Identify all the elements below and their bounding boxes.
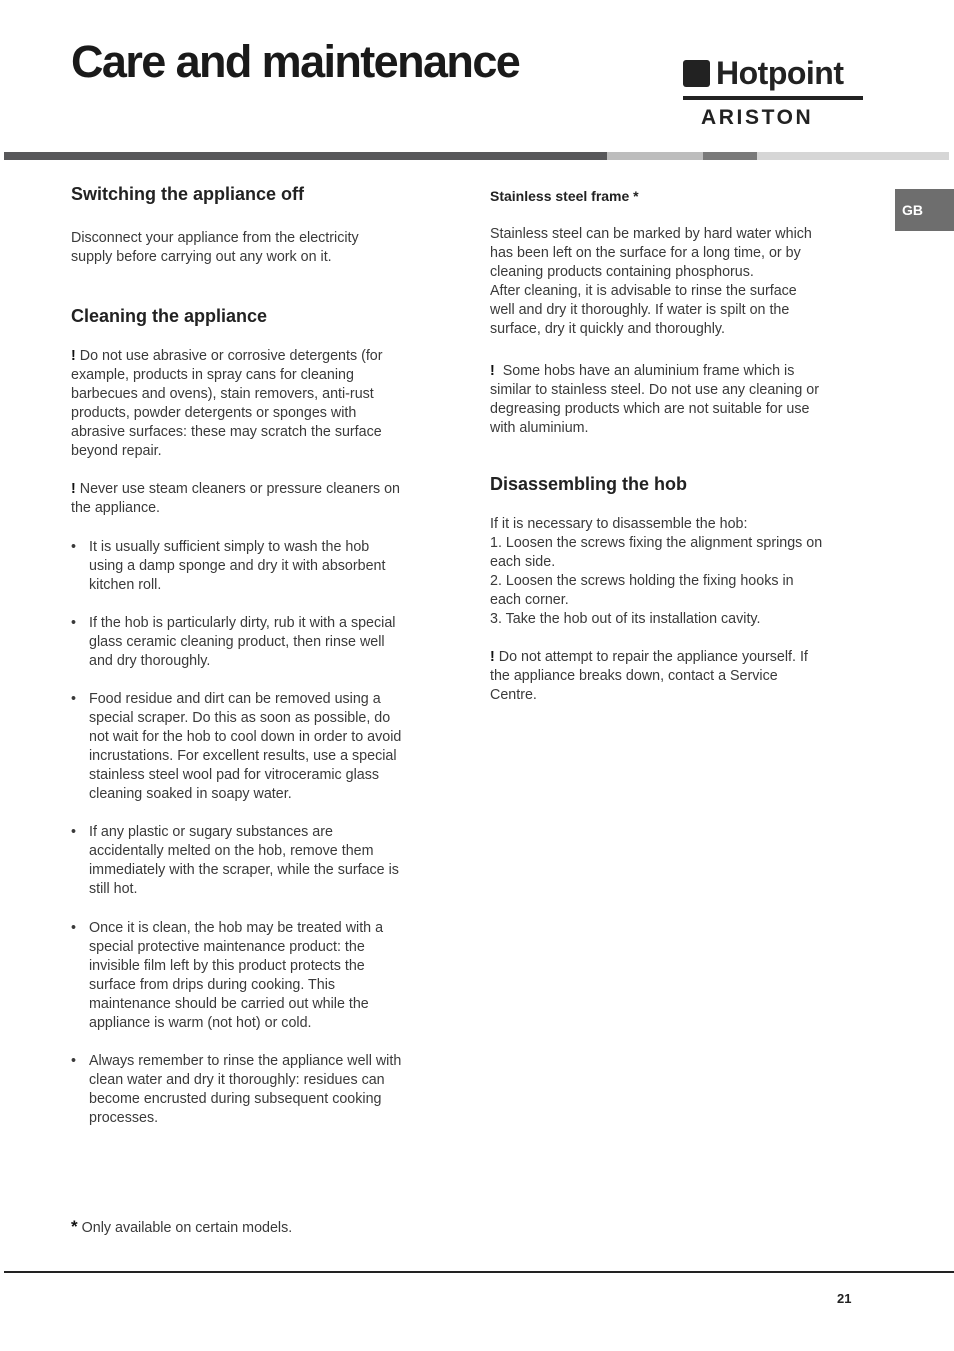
text-line: not wait for the hob to cool down in order to avoid bbox=[89, 729, 402, 745]
warning-abrasive-detergents bbox=[71, 347, 383, 461]
section-heading-cleaning: Cleaning the appliance bbox=[71, 306, 268, 326]
header-band-segment bbox=[703, 152, 757, 160]
paragraph-disassembling bbox=[490, 515, 822, 629]
logo-square-icon bbox=[683, 60, 710, 87]
footer-rule bbox=[4, 1271, 954, 1273]
text-line: Always remember to rinse the appliance well with bbox=[89, 1053, 402, 1069]
header-band-segment bbox=[607, 152, 703, 160]
warning-mark: ! bbox=[71, 348, 76, 364]
warning-steam-cleaners bbox=[71, 480, 400, 518]
warning-mark: ! bbox=[490, 363, 495, 379]
bullet-icon: • bbox=[71, 615, 77, 631]
text-line: abrasive surfaces: these may scratch the surface bbox=[71, 424, 382, 440]
hotpoint-ariston-logo bbox=[683, 56, 865, 132]
list-item bbox=[71, 823, 399, 899]
page-number: 21 bbox=[837, 1291, 852, 1306]
list-item bbox=[71, 919, 383, 1033]
text-line: has been left on the surface for a long time, or by bbox=[490, 245, 801, 261]
text-line: 3. Take the hob out of its installation cavity. bbox=[490, 611, 761, 627]
text-line: incrustations. For excellent results, use a special bbox=[89, 748, 397, 764]
warning-mark: ! bbox=[71, 481, 76, 497]
text-line: Do not use abrasive or corrosive detergents (for bbox=[79, 348, 383, 364]
text-line: If it is necessary to disassemble the hob: bbox=[490, 516, 748, 532]
text-line: accidentally melted on the hob, remove them bbox=[89, 843, 374, 859]
header-band-segment bbox=[4, 152, 607, 160]
text-line: each corner. bbox=[490, 592, 569, 608]
text-line: special scraper. Do this as soon as possible, do bbox=[89, 710, 391, 726]
text-line: Disconnect your appliance from the electricity bbox=[71, 230, 359, 246]
bullet-icon: • bbox=[71, 1053, 77, 1069]
text-line: using a damp sponge and dry it with absorbent bbox=[89, 558, 386, 574]
warning-repair bbox=[490, 648, 808, 705]
text-line: Stainless steel can be marked by hard water which bbox=[490, 226, 812, 242]
text-line: each side. bbox=[490, 554, 556, 570]
paragraph-switching-off bbox=[71, 229, 359, 267]
warning-aluminium-frame bbox=[490, 362, 819, 438]
paragraph-stainless-frame bbox=[490, 225, 812, 339]
text-line: maintenance should be carried out while the bbox=[89, 996, 369, 1012]
text-line: well and dry it thoroughly. If water is spilt on the bbox=[490, 302, 790, 318]
text-line: After cleaning, it is advisable to rinse the surface bbox=[490, 283, 797, 299]
text-line: If any plastic or sugary substances are bbox=[89, 824, 333, 840]
text-line: Once it is clean, the hob may be treated with a bbox=[89, 920, 384, 936]
text-line: surface, dry it quickly and thoroughly. bbox=[490, 321, 725, 337]
text-line: the appliance. bbox=[71, 500, 161, 516]
text-line: cleaning soaked in soapy water. bbox=[89, 786, 292, 802]
text-line: example, products in spray cans for cleaning bbox=[71, 367, 354, 383]
text-line: special protective maintenance product: the bbox=[89, 939, 365, 955]
text-line: glass ceramic cleaning product, then rinse well bbox=[89, 634, 385, 650]
text-line: Food residue and dirt can be removed using a bbox=[89, 691, 381, 707]
language-tab: GB bbox=[895, 189, 954, 231]
text-line: similar to stainless steel. Do not use any cleaning or bbox=[490, 382, 819, 398]
list-item bbox=[71, 614, 395, 671]
text-line: immediately with the scraper, while the surface is bbox=[89, 862, 399, 878]
footnote bbox=[71, 1217, 292, 1238]
logo-brand-name: Hotpoint bbox=[716, 55, 844, 91]
text-line: processes. bbox=[89, 1110, 159, 1126]
text-line: Some hobs have an aluminium frame which is bbox=[502, 363, 795, 379]
text-line: cleaning products containing phosphorus. bbox=[490, 264, 754, 280]
text-line: barbecues and ovens), stain removers, anti-rust bbox=[71, 386, 374, 402]
bullet-icon: • bbox=[71, 539, 77, 555]
text-line: beyond repair. bbox=[71, 443, 162, 459]
text-line: Centre. bbox=[490, 687, 537, 703]
text-line: supply before carrying out any work on it. bbox=[71, 249, 332, 265]
asterisk-mark: * bbox=[71, 1217, 78, 1236]
text-line: invisible film left by this product protects the bbox=[89, 958, 365, 974]
text-line: surface from drips during cooking. This bbox=[89, 977, 336, 993]
logo-brand bbox=[683, 56, 844, 90]
text-line: It is usually sufficient simply to wash the hob bbox=[89, 539, 370, 555]
page-title: Care and maintenance bbox=[71, 36, 520, 87]
text-line: Never use steam cleaners or pressure cleaners on bbox=[79, 481, 400, 497]
text-line: appliance is warm (not hot) or cold. bbox=[89, 1015, 312, 1031]
text-line: and dry thoroughly. bbox=[89, 653, 211, 669]
text-line: become encrusted during subsequent cooking bbox=[89, 1091, 382, 1107]
text-line: 1. Loosen the screws fixing the alignment springs on bbox=[490, 535, 823, 551]
list-item bbox=[71, 538, 385, 595]
text-line: kitchen roll. bbox=[89, 577, 162, 593]
list-item bbox=[71, 690, 401, 804]
text-line: 2. Loosen the screws holding the fixing hooks in bbox=[490, 573, 794, 589]
text-line: products, powder detergents or sponges with bbox=[71, 405, 357, 421]
list-item bbox=[71, 1052, 401, 1128]
text-line: Do not attempt to repair the appliance yourself. If bbox=[498, 649, 808, 665]
text-line: If the hob is particularly dirty, rub it with a special bbox=[89, 615, 396, 631]
text-line: with aluminium. bbox=[490, 420, 589, 436]
header-band-segment bbox=[757, 152, 949, 160]
logo-rule bbox=[683, 96, 863, 100]
text-line: clean water and dry it thoroughly: residues can bbox=[89, 1072, 385, 1088]
bullet-icon: • bbox=[71, 691, 77, 707]
text-line: still hot. bbox=[89, 881, 138, 897]
section-heading-switching-off: Switching the appliance off bbox=[71, 184, 305, 204]
warning-mark: ! bbox=[490, 649, 495, 665]
bullet-icon: • bbox=[71, 920, 77, 936]
section-heading-stainless-frame: Stainless steel frame * bbox=[490, 188, 639, 204]
footnote-text: Only available on certain models. bbox=[81, 1220, 293, 1236]
text-line: stainless steel wool pad for vitroceramic glass bbox=[89, 767, 380, 783]
text-line: the appliance breaks down, contact a Service bbox=[490, 668, 778, 684]
text-line: degreasing products which are not suitable for use bbox=[490, 401, 810, 417]
section-heading-disassembling: Disassembling the hob bbox=[490, 474, 688, 494]
logo-sub-name: ARISTON bbox=[701, 106, 814, 129]
bullet-icon: • bbox=[71, 824, 77, 840]
